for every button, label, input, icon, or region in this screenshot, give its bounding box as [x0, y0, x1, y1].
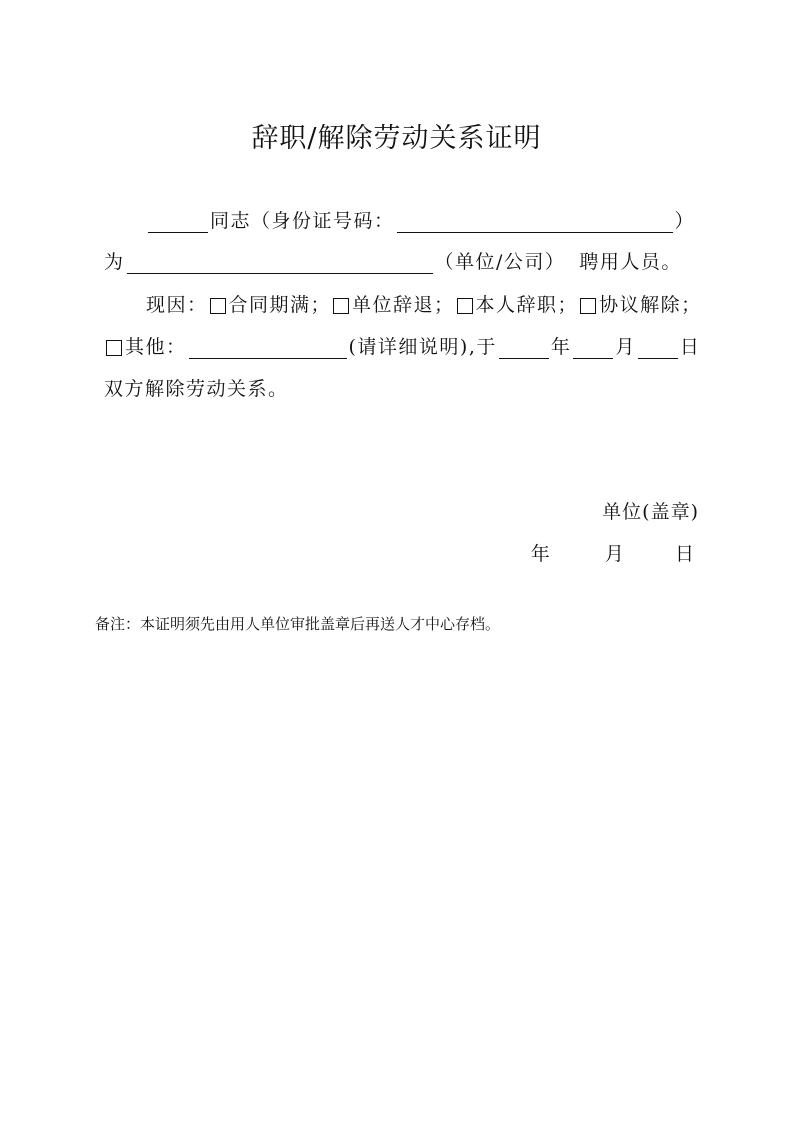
signature-date	[531, 539, 695, 566]
year-label: 年	[550, 336, 572, 358]
name-blank[interactable]	[148, 212, 208, 233]
sig-month: 月	[604, 543, 625, 565]
line-terminate: 双方解除劳动关系。	[104, 378, 289, 400]
unit-text: （单位/公司）	[434, 251, 566, 273]
checkbox-resigned[interactable]	[457, 298, 473, 314]
employer-blank[interactable]	[127, 253, 433, 274]
id-number-blank[interactable]	[397, 212, 673, 233]
footnote: 备注：本证明须先由用人单位审批盖章后再送人才中心存档。	[95, 615, 501, 633]
checkbox-dismissed[interactable]	[333, 298, 349, 314]
comrade-text: 同志（身份证号码：	[210, 210, 395, 232]
option-agreement: 协议解除；	[599, 294, 702, 316]
line-employer	[104, 247, 682, 274]
checkbox-contract-expired[interactable]	[210, 298, 226, 314]
option-contract-expired: 合同期满；	[228, 294, 332, 316]
suffix-text: 聘用人员。	[579, 251, 682, 273]
month-blank[interactable]	[573, 338, 613, 359]
seal-label: 单位(盖章)	[602, 501, 699, 523]
year-blank[interactable]	[499, 338, 549, 359]
prefix-text: 为	[104, 251, 125, 273]
checkbox-agreement[interactable]	[580, 298, 596, 314]
other-label: 其他：	[125, 336, 187, 358]
document-title: 辞职/解除劳动关系证明	[251, 123, 542, 154]
sig-day: 日	[674, 543, 695, 565]
day-blank[interactable]	[638, 338, 678, 359]
day-label: 日	[679, 336, 701, 358]
sig-year: 年	[530, 543, 551, 565]
line-reasons	[146, 290, 702, 317]
checkbox-other[interactable]	[106, 340, 122, 356]
explain-text: (请详细说明),于	[348, 336, 497, 358]
line-other	[104, 332, 700, 359]
close-paren: ）	[674, 210, 696, 232]
other-reason-blank[interactable]	[189, 338, 347, 359]
option-resigned: 本人辞职；	[475, 294, 579, 316]
line-comrade	[146, 206, 695, 233]
month-label: 月	[615, 336, 636, 358]
reason-label: 现因：	[146, 294, 208, 316]
option-dismissed: 单位辞退；	[352, 294, 455, 316]
